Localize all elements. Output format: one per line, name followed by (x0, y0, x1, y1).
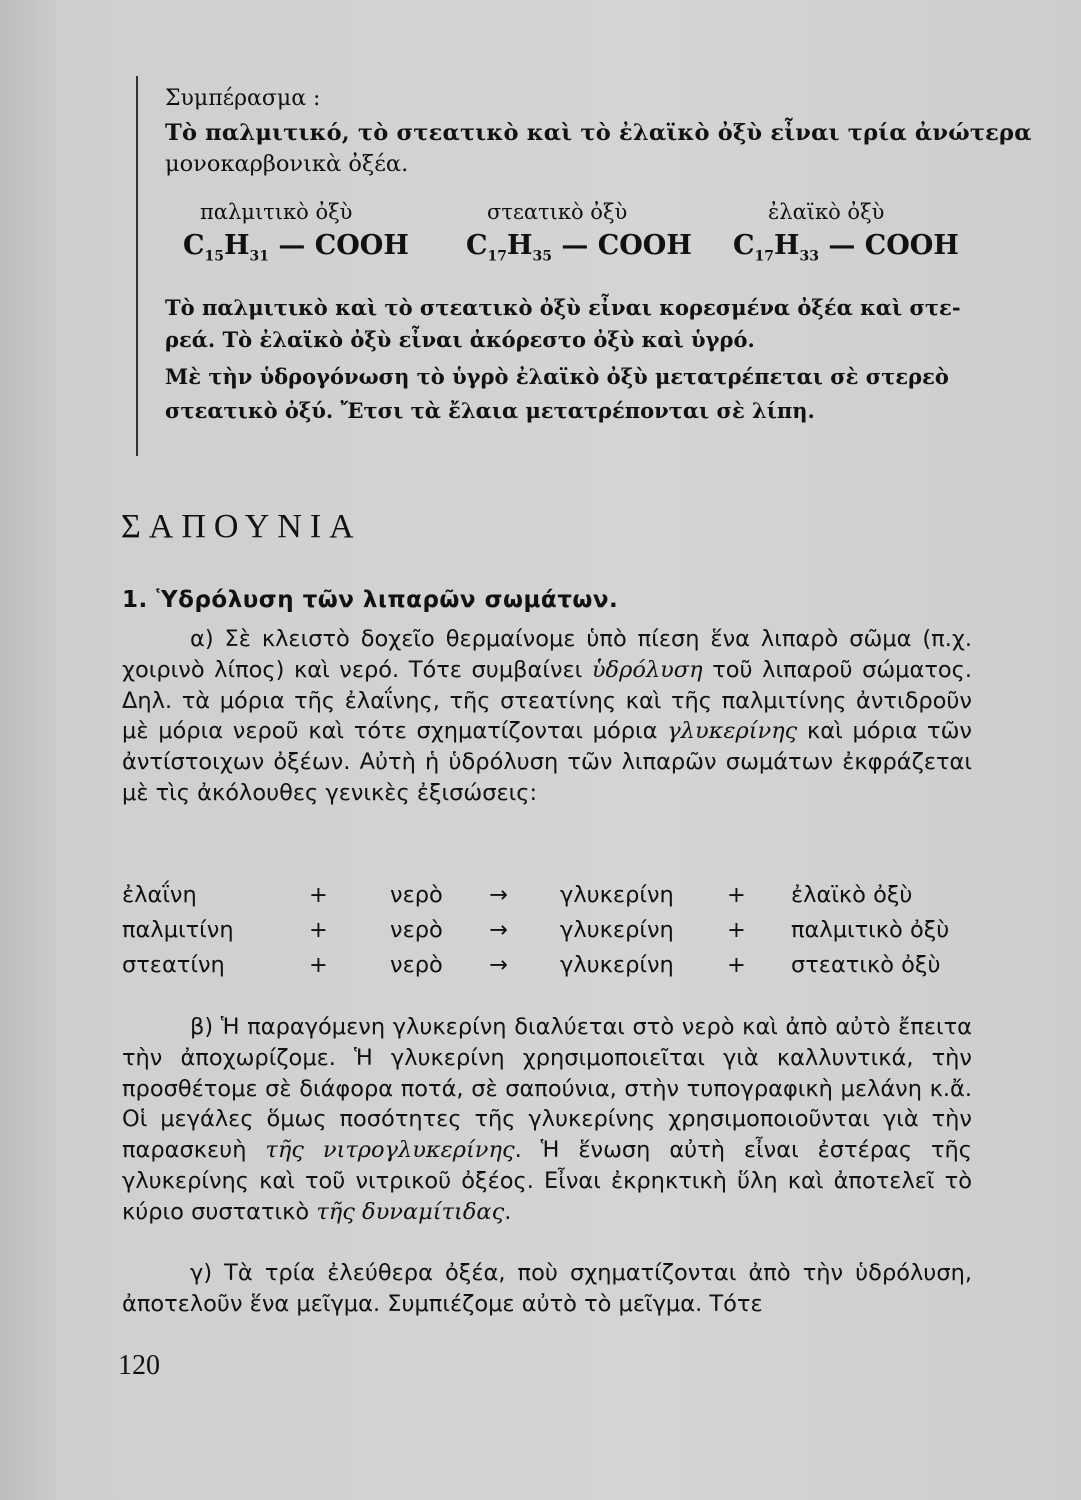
summary-line-1: Τὸ παλμιτικό, τὸ στεατικὸ καὶ τὸ ἐλαϊκὸ ὀξὺ εἶναι τρία ἀνώτερα (165, 120, 1032, 146)
section-heading: 1. Ὑδρόλυση τῶν λιπαρῶν σωμάτων. (122, 587, 619, 613)
eq-fat: παλμιτίνη (122, 917, 234, 943)
acid-name-oleic: ἐλαϊκὸ ὀξὺ (768, 200, 885, 224)
eq-water: νερὸ (390, 882, 443, 908)
eq-glycerin: γλυκερίνη (560, 917, 674, 943)
summary-label: Συμπέρασμα : (165, 86, 321, 111)
eq-plus: + (727, 952, 746, 978)
summary-para-line-2: ρεά. Τὸ ἐλαϊκὸ ὀξὺ εἶναι ἀκόρεστο ὀξὺ καὶ ὑγρό. (165, 327, 755, 352)
chapter-title: ΣΑΠΟΥΝΙΑ (121, 508, 362, 545)
eq-acid: στεατικὸ ὀξὺ (791, 952, 941, 978)
eq-arrow: → (489, 952, 508, 978)
summary-para-line-1: Τὸ παλμιτικὸ καὶ τὸ στεατικὸ ὀξὺ εἶναι κορεσμένα ὀξέα καὶ στε- (165, 295, 961, 320)
formula-oleic: $C_{17}H_{33}$ — COOH (733, 230, 959, 265)
formula-palmitic: $C_{15}H_{31}$ — COOH (183, 230, 409, 265)
eq-plus: + (309, 882, 328, 908)
acid-name-palmitic: παλμιτικὸ ὀξὺ (200, 200, 353, 224)
eq-acid: ἐλαϊκὸ ὀξὺ (791, 882, 913, 908)
eq-plus: + (309, 952, 328, 978)
formula-stearic: $C_{17}H_{35}$ — COOH (466, 230, 692, 265)
paragraph-b: β) Ἡ παραγόμενη γλυκερίνη διαλύεται στὸ νερὸ καὶ ἀπὸ αὐτὸ ἔπειτα τὴν ἀποχωρίζομε. Ἡ γλυκερίνη χρησιμοποιεῖται γιὰ καλλυντικά, τὴν προσθέτομε σὲ διάφορα ποτά, σὲ σαπούνια, στὴν τυπογραφικὴ μελάνη κ.ἄ. Οἱ μεγάλες ὅμως ποσότητες τῆς γλυκερίνης χρησιμοποιοῦνται γιὰ τὴν παρασκευὴ τῆς νιτρογλυκερίνης. Ἡ ἕνωση αὐτὴ εἶναι ἐστέρας τῆς γλυκερίνης καὶ τοῦ νιτρικοῦ ὀξέος. Εἶναι ἐκρηκτικὴ ὕλη καὶ ἀποτελεῖ τὸ κύριο συστατικὸ τῆς δυναμίτιδας. (122, 1014, 972, 1225)
eq-fat: στεατίνη (122, 952, 225, 978)
eq-arrow: → (489, 917, 508, 943)
eq-water: νερὸ (390, 917, 443, 943)
page-number: 120 (118, 1350, 160, 1381)
paragraph-c: γ) Τὰ τρία ἐλεύθερα ὀξέα, ποὺ σχηματίζονται ἀπὸ τὴν ὑδρόλυση, ἀποτελοῦν ἕνα μεῖγμα. Συμπιέζομε αὐτὸ τὸ μεῖγμα. Τότε (122, 1260, 972, 1317)
summary-para-line-4: στεατικὸ ὀξύ. Ἔτσι τὰ ἔλαια μετατρέπονται σὲ λίπη. (165, 398, 815, 423)
acid-name-stearic: στεατικὸ ὀξὺ (487, 200, 628, 224)
eq-plus: + (727, 917, 746, 943)
eq-water: νερὸ (390, 952, 443, 978)
eq-glycerin: γλυκερίνη (560, 952, 674, 978)
eq-acid: παλμιτικὸ ὀξὺ (791, 917, 950, 943)
summary-line-2: μονοκαρβονικὰ ὀξέα. (165, 151, 409, 177)
summary-para-line-3: Μὲ τὴν ὑδρογόνωση τὸ ὑγρὸ ἐλαϊκὸ ὀξὺ μετατρέπεται σὲ στερεὸ (165, 364, 949, 389)
eq-plus: + (309, 917, 328, 943)
paragraph-a: α) Σὲ κλειστὸ δοχεῖο θερμαίνομε ὑπὸ πίεση ἕνα λιπαρὸ σῶμα (π.χ. χοιρινὸ λίπος) καὶ νερό. Τότε συμβαίνει ὑδρόλυση τοῦ λιπαροῦ σώματος. Δηλ. τὰ μόρια τῆς ἐλαΐνης, τῆς στεατίνης καὶ τῆς παλμιτίνης ἀντιδροῦν μὲ μόρια νεροῦ καὶ τότε σχηματίζονται μόρια γλυκερίνης καὶ μόρια τῶν ἀντίστοιχων ὀξέων. Αὐτὴ ἡ ὑδρόλυση τῶν λιπαρῶν σωμάτων ἐκφράζεται μὲ τὶς ἀκόλουθες γενικὲς ἐξισώσεις: (122, 626, 972, 806)
eq-arrow: → (489, 882, 508, 908)
eq-fat: ἐλαΐνη (122, 882, 197, 908)
eq-plus: + (727, 882, 746, 908)
eq-glycerin: γλυκερίνη (560, 882, 674, 908)
